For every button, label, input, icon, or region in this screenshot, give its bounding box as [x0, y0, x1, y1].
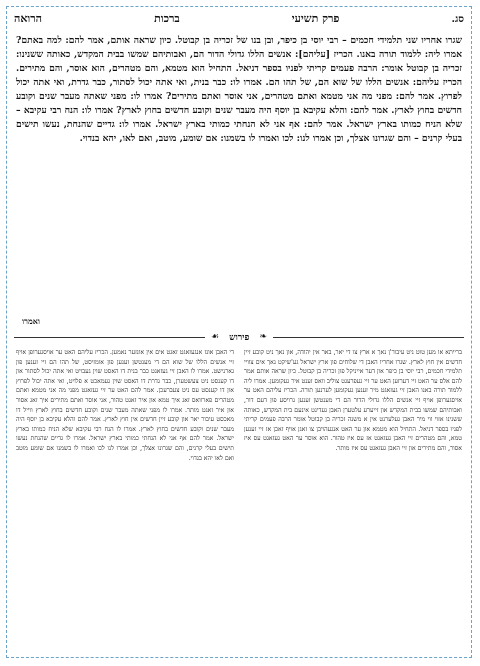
commentary-divider	[14, 330, 464, 344]
commentary-heading: הרואה	[14, 12, 42, 25]
gemara-paragraph: שגרו אחריו שני תלמידי חכמים – רבי יוסי בן כיפר, ובן בנו של זכריה בן קבוטל. כיון שראה אותם, אמר להם: למה באתם? אמרו ליה: ללמוד תורה באנו. הכריז [עליהם]: אנשים הללו גדולי הדור הם, ואבותיהם שמשו בבית המקדש, כאותה ששנינו: זכריה בן קבוטל אומר: הרבה פעמים קריתי לפניו בספר דניאל. התחיל הוא מטמא, והם מטהרים, הוא אוסר, והם מתירים. הכריז עליהם: אנשים הללו של שוא הם, של תהו הם. אמרו לו: כבר בנית, ואי אתה יכול לסתור, כבר גדרת, ואי אתה יכול לפרוץ. אמר להם: מפני מה אני מטמא ואתם מטהרים, אני אוסר ואתם מתירים? אמרו לו: מפני שאתה מעבר שנים וקובע חדשים בחוץ לארץ. אמר להם: והלא עקיבא בן יוסף היה מעבר שנים וקובע חדשים בחוץ לארץ? אמרו לו: הנח רבי עקיבא – שלא הניח כמותו בארץ ישראל. אמר להם: אף אני לא הנחתי כמותי בארץ ישראל. אמרו לו: גדיים שהנחת, נעשו תישים בעלי קרנים – והם שגרונו אצלך, וכן אמרו לנו: לכו ואמרו לו בשמנו: אם שומע, מוטב, ואם לאו, יהא בנדוי.	[16, 35, 462, 144]
chapter-title: פרק תשיעי	[291, 12, 340, 25]
catchword: ואמרו	[22, 316, 40, 326]
talmud-page	[14, 12, 464, 654]
commentary-text: ברייתא או מען טוט ניט עיבור'ן נאך א ארץ צו די יאר, באר אין יהודה, און נאך ניט קובע זיין חדשים אין חוץ לארץ. שגרו אחריו האבן די שלוחים פון ארץ ישראל גע'שיקט נאך אים צוויי תלמידי חכמים, רבי יוסי בן כיפר און דער אייניקל פון זכריה בן קבוטל. כיון שראה אותם אמר להם אלס ער האט זיי דערזען האט ער זיי געפרעגט צוליב וואס זענט איר געקומען. אמרו ליה ללמוד תורה באנו האבן זיי געזאגט מיר זענען געקומען לערנען תורה. הכריז עליהם האט ער אויסגערופן אויף זיי אנשים הללו גדולי הדור הם די מענטשן זענען גרויסע פון דעם דור, ואבותיהם שמשו בבית המקדש און זייערע עלטערן האבן געדינט אינעם בית המקדש, כאותה ששנינו אזוי ווי מיר האבן געלערנט אין א משנה זכריה בן קבוטל אומר הרבה פעמים קריתי לפניו בספר דניאל. התחיל הוא מטמא און ער האט אנגעהויבן צו זאגן אויף זאכן אז זיי זענען טמא, והם מטהרים זיי האבן געזאגט אז עס איז טהור. הוא אוסר ער האט געזאגט עס איז אסור, והם מתירים און זיי האבן געזאגט עס איז מותר.	[244, 349, 462, 452]
commentary-column-right	[244, 348, 462, 648]
commentary-column-left	[16, 348, 234, 648]
divider-line-left	[14, 337, 205, 338]
commentary-text: די האבן אונז אנגעזאגט זאגט אים אין אונזער נאמען. הכריז עליהם האט ער אויסגערופן אויף זיי אנשים הללו של שוא הם די מענטשן זענען פון אומזיסט, של תהו הם זיי זענען פון גארנישט. אמרו לו האבן זיי געזאגט כבר בנית דו האסט שוין געבויט ואי אתה יכול לסתור און דו קענסט ניט צעשטערן, כבר גדרת דו האסט שוין געמאכט א פלויט, ואי אתה יכול לפרוץ און דו קענסט עס ניט צעברעכן. אמר להם האט ער זיי געזאגט מפני מה אני מטמא ואתם מטהרים פארוואס זאג איך טמא און איר זאגט טהור, אני אוסר ואתם מתירים איך זאג אסור און איר זאגט מותר. אמרו לו מפני שאתה מעבר שנים וקובע חדשים בחוץ לארץ ווייל דו מאכסט עיבור יאר און קובע זיין חדשים אין חוץ לארץ. אמר להם והלא עקיבא בן יוסף היה מעבר שנים וקובע חדשים בחוץ לארץ. אמרו לו הנח רבי עקיבא שלא הניח כמותו בארץ ישראל. אמר להם אף אני לא הנחתי כמותי בארץ ישראל. אמרו לו גדיים שהנחת נעשו תישים בעלי קרנים, והם שגרונו אצלך, וכן אמרו לנו לכו ואמרו לו בשמנו אם שומע מוטב ואם לאו יהא בנדוי.	[16, 349, 234, 462]
commentary-label: פירוש	[229, 332, 250, 343]
gemara-text	[16, 34, 462, 146]
divider-line-right	[273, 337, 464, 338]
page-header	[14, 12, 464, 32]
ornament-icon: ☙	[211, 332, 220, 342]
ornament-icon: ❧	[259, 332, 267, 342]
commentary-block	[16, 348, 462, 648]
page-number: סג.	[451, 14, 464, 25]
tractate-name: ברכות	[154, 12, 180, 25]
